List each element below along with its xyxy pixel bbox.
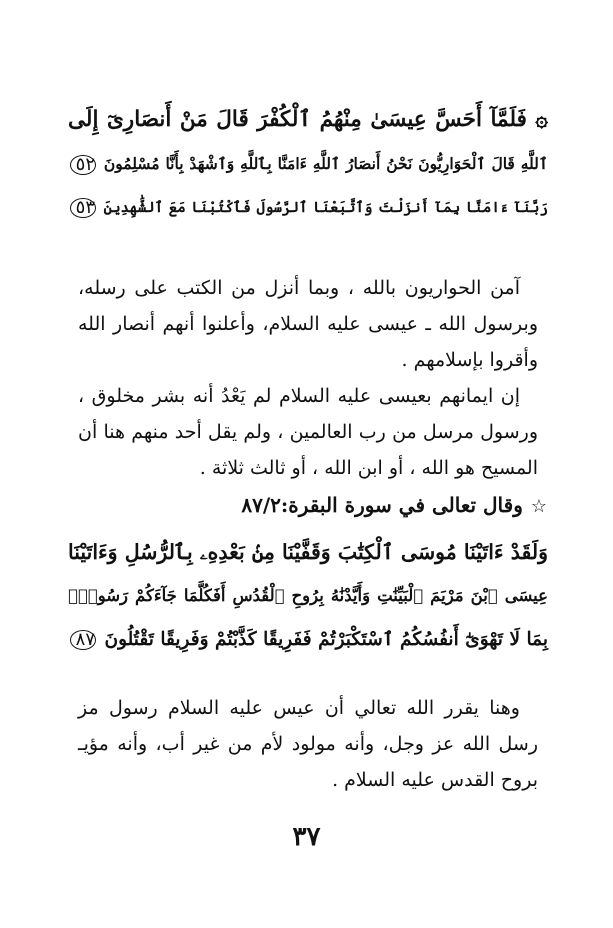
- ayah-number-marker: ٥٢: [70, 155, 96, 175]
- verse-line-text: ٱللَّهِ قَالَ ٱلْحَوَارِيُّونَ نَحْنُ أَنصَارُ ٱللَّهِ ءَامَنَّا بِٱللَّهِ وَٱشْهَدْ بِأَنَّا مُسْلِمُونَ: [103, 154, 548, 173]
- verse-line: عِيسَى ٱبْنَ مَرْيَمَ ٱلْبَيِّنَٰتِ وَأَيَّدْنَٰهُ بِرُوحِ ٱلْقُدُسِ أَفَكُلَّمَا جَآءَكُمْ رَسُولٌۢ: [68, 586, 548, 605]
- verse-line: وَلَقَدْ ءَاتَيْنَا مُوسَى ٱلْكِتَٰبَ وَقَفَّيْنَا مِنۢ بَعْدِهِۦ بِٱلرُّسُلِ وَءَاتَيْنَا: [68, 540, 548, 564]
- commentary-block-2: [78, 690, 538, 798]
- verse-line: ۞ فَلَمَّآ أَحَسَّ عِيسَىٰ مِنْهُمُ ٱلْكُفْرَ قَالَ مَنْ أَنصَارِىٓ إِلَى: [68, 107, 548, 132]
- ayah-number-marker: ٨٧: [70, 630, 96, 650]
- paragraph: إن ايمانهم بعيسى عليه السلام لم يَعْدُ أنه بشر مخلوق ، ورسول مرسل من رب العالمين ، ولم يقل أحد منهم هنا أن المسيح هو الله ، أو ابن الله ، أو ثالث ثلاثة .: [78, 385, 538, 479]
- commentary-block-1: [78, 270, 538, 486]
- verse-line-text: رَبَّنَآ ءَامَنَّا بِمَآ أَنزَلْتَ وَٱتَّبَعْنَا ٱلرَّسُولَ فَٱكْتُبْنَا مَعَ ٱلشَّٰهِدِينَ: [103, 199, 548, 216]
- surah-reference: ٨٧/٢: [241, 493, 281, 517]
- paragraph: وهنا يقرر الله تعالي أن عيس عليه السلام رسول مز رسل الله عز وجل، وأنه مولود لأم من غير أب، وأنه مؤيـ بروح القدس عليه السلام .: [78, 697, 538, 791]
- verse-line-text: بِمَا لَا تَهْوَىٰٓ أَنفُسُكُمُ ٱسْتَكْبَرْتُمْ فَفَرِيقًا كَذَّبْتُمْ وَفَرِيقًا تَقْتُلُونَ: [104, 629, 548, 650]
- ayah-number-marker: ٥٣: [70, 198, 96, 218]
- verse-line: [68, 186, 548, 230]
- quran-verse-al-imran: [68, 98, 548, 230]
- paragraph: آمن الحواريون بالله ، وبما أنزل من الكتب على رسله، وبرسول الله ـ عيسى عليه السلام، وأعلنوا أنهم أنصار الله وأقروا بإسلامهم .: [78, 277, 538, 371]
- heading-text: وقال تعالى في سورة البقرة:: [280, 493, 523, 517]
- section-heading: [241, 487, 547, 525]
- verse-line: [68, 618, 548, 662]
- verse-line: [68, 142, 548, 186]
- page-number: ٣٧: [292, 822, 321, 852]
- star-icon: ☆: [530, 496, 547, 517]
- quran-verse-al-baqara: [68, 530, 548, 662]
